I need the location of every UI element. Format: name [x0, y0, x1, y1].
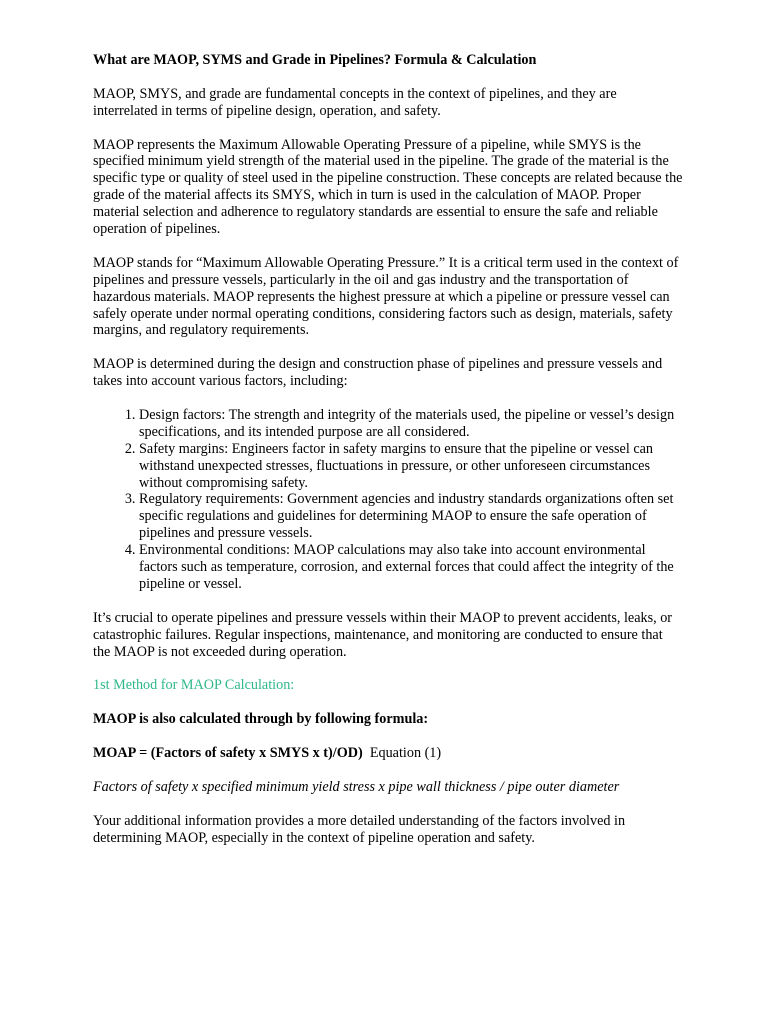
formula-line	[93, 745, 683, 762]
list-item: 4. Environmental conditions: MAOP calculations may also take into account environmental factors such as temperature, corrosion, and external forces that could affect the integrity of the pipeline or vessel.	[139, 542, 683, 593]
list-item: 1. Design factors: The strength and integrity of the materials used, the pipeline or vessel’s design specifications, and its intended purpose are all considered.	[139, 407, 683, 441]
formula: MOAP = (Factors of safety x SMYS x t)/OD)	[93, 745, 363, 762]
list-item: 2. Safety margins: Engineers factor in safety margins to ensure that the pipeline or vessel can withstand unexpected stresses, fluctuations in pressure, or other unforeseen circumstances without compromising safety.	[139, 441, 683, 492]
maop-smys-grade-paragraph: MAOP represents the Maximum Allowable Operating Pressure of a pipeline, while SMYS is the specified minimum yield strength of the material used in the pipeline. The grade of the material is the specific type or quality of steel used in the pipeline construction. These concepts are related because the grade of the material affects its SMYS, which in turn is used in the calculation of MAOP. Proper material selection and adherence to regulatory standards are essential to ensure the safe and reliable operation of pipelines.	[93, 136, 683, 238]
list-item: 3. Regulatory requirements: Government agencies and industry standards organizations often set specific regulations and guidelines for determining MAOP to ensure the safe operation of pipelines and pressure vessels.	[139, 491, 683, 542]
document-page	[93, 52, 683, 863]
formula-explanation: Factors of safety x specified minimum yield stress x pipe wall thickness / pipe outer diameter	[93, 778, 620, 795]
document-title: What are MAOP, SYMS and Grade in Pipelines? Formula & Calculation	[93, 52, 537, 68]
operation-paragraph: It’s crucial to operate pipelines and pressure vessels within their MAOP to prevent accidents, leaks, or catastrophic failures. Regular inspections, maintenance, and monitoring are conducted to ensure that the MAOP is not exceeded during operation.	[93, 609, 673, 660]
method-heading: 1st Method for MAOP Calculation:	[93, 677, 295, 694]
factors-list	[93, 407, 683, 593]
maop-definition-paragraph: MAOP stands for “Maximum Allowable Operating Pressure.” It is a critical term used in the context of pipelines and pressure vessels, particularly in the oil and gas industry and the transportation of hazardous materials. MAOP represents the highest pressure at which a pipeline or pressure vessel can safely operate under normal operating conditions, considering factors such as design, materials, safety margins, and regulatory requirements.	[93, 254, 679, 339]
closing-paragraph: Your additional information provides a more detailed understanding of the factors involved in determining MAOP, especially in the context of pipeline operation and safety.	[93, 812, 626, 846]
maop-determination-paragraph: MAOP is determined during the design and construction phase of pipelines and pressure vessels and takes into account various factors, including:	[93, 356, 663, 390]
intro-paragraph: MAOP, SMYS, and grade are fundamental concepts in the context of pipelines, and they are interrelated in terms of pipeline design, operation, and safety.	[93, 85, 617, 119]
formula-intro: MAOP is also calculated through by following formula:	[93, 711, 429, 728]
equation-label: Equation (1)	[369, 745, 442, 762]
